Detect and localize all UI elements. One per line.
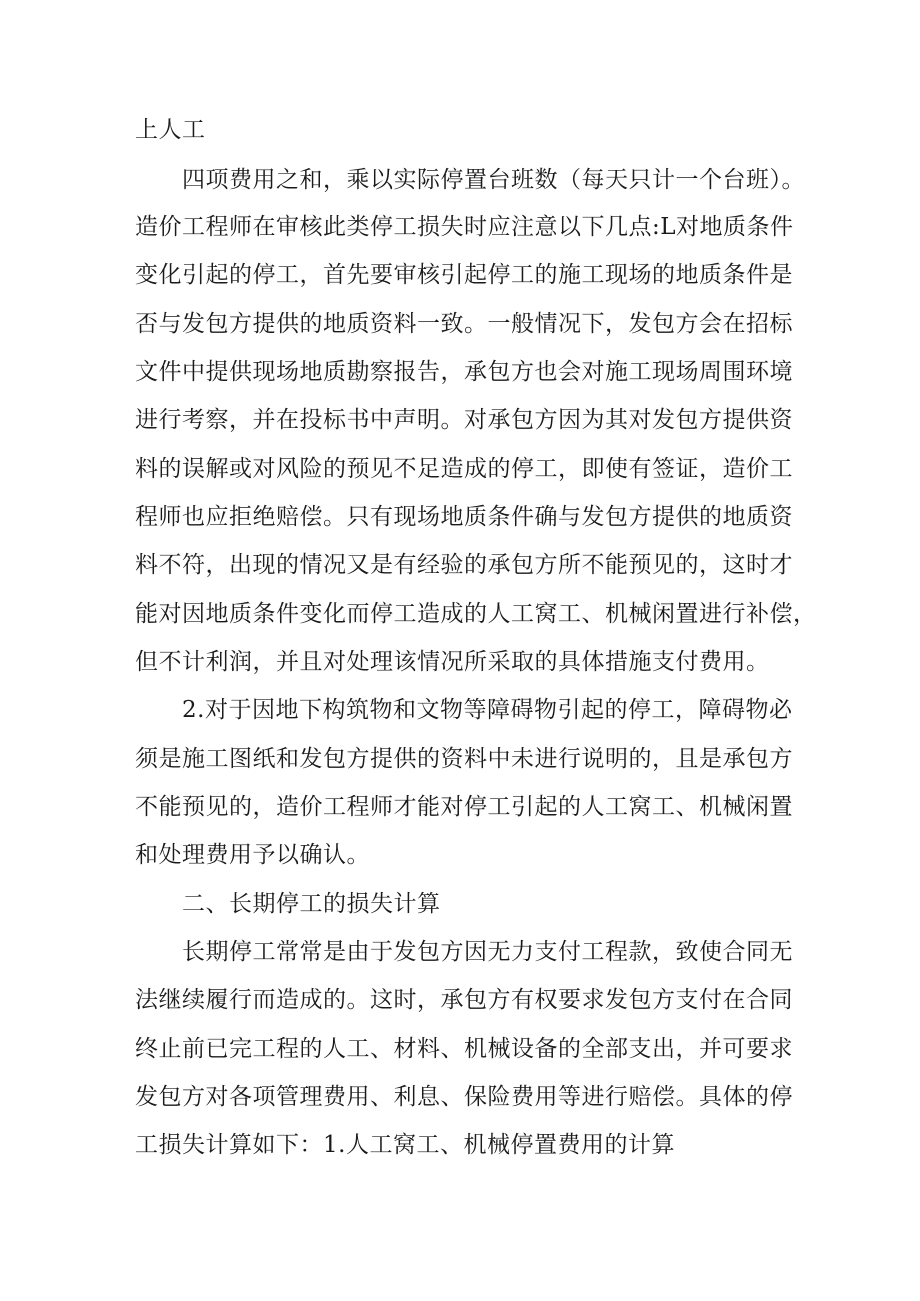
text-line: 须是施工图纸和发包方提供的资料中未进行说明的，且是承包方 [135,746,793,772]
text-line: 终止前已完工程的人工、材料、机械设备的全部支出，并可要求 [135,1036,793,1062]
text-line: 和处理费用予以确认。 [135,842,370,868]
text-line: 但不计利润，并且对处理该情况所采取的具体措施支付费用。 [135,649,770,675]
text-line: 进行考察，并在投标书中声明。对承包方因为其对发包方提供资 [135,407,793,433]
text-line: 上人工 [135,117,206,143]
text-line: 不能预见的，造价工程师才能对停工引起的人工窝工、机械闲置 [135,794,793,820]
text-line: 料不符，出现的情况又是有经验的承包方所不能预见的，这时才 [135,552,793,578]
text-line: 发包方对各项管理费用、利息、保险费用等进行赔偿。具体的停 [135,1084,793,1110]
text-line: 能对因地质条件变化而停工造成的人工窝工、机械闲置进行补偿， [135,601,817,627]
text-line: 否与发包方提供的地质资料一致。一般情况下，发包方会在招标 [135,311,793,337]
text-line: 四项费用之和，乘以实际停置台班数（每天只计一个台班）。 [182,167,805,193]
text-line: 程师也应拒绝赔偿。只有现场地质条件确与发包方提供的地质资 [135,504,793,530]
text-line: 料的误解或对风险的预见不足造成的停工，即使有签证，造价工 [135,456,793,482]
text-line: 2.对于因地下构筑物和文物等障碍物引起的停工，障碍物必 [182,697,793,723]
text-line: 工损失计算如下：1.人工窝工、机械停置费用的计算 [135,1132,675,1158]
text-line: 长期停工常常是由于发包方因无力支付工程款，致使合同无 [182,939,793,965]
section-heading: 二、长期停工的损失计算 [182,891,441,917]
text-line: 文件中提供现场地质勘察报告，承包方也会对施工现场周围环境 [135,359,793,385]
text-line: 法继续履行而造成的。这时，承包方有权要求发包方支付在合同 [135,987,793,1013]
text-line: 变化引起的停工，首先要审核引起停工的施工现场的地质条件是 [135,262,793,288]
text-line: 造价工程师在审核此类停工损失时应注意以下几点:L对地质条件 [135,214,794,240]
